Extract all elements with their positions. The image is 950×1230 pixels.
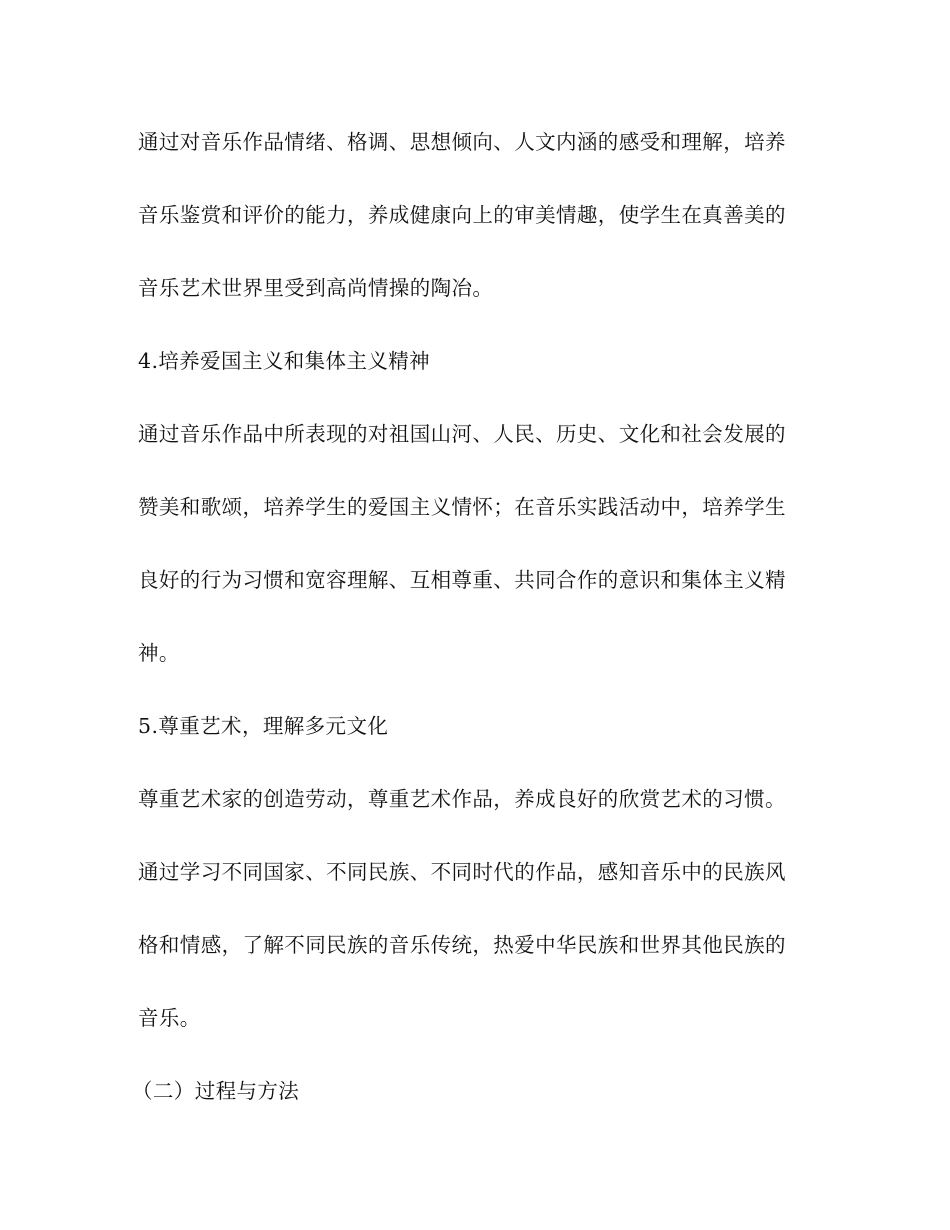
paragraph-line: 通过学习不同国家、不同民族、不同时代的作品，感知音乐中的民族风 (138, 860, 786, 884)
paragraph-line: 神。 (138, 641, 180, 665)
paragraph-line: 尊重艺术家的创造劳动，尊重艺术作品，养成良好的欣赏艺术的习惯。 (138, 787, 786, 811)
section-heading-4: 4.培养爱国主义和集体主义精神 (138, 349, 431, 373)
section-title: （二）过程与方法 (132, 1079, 300, 1103)
paragraph-line: 良好的行为习惯和宽容理解、互相尊重、共同合作的意识和集体主义精 (138, 568, 786, 592)
paragraph-line: 通过音乐作品中所表现的对祖国山河、人民、历史、文化和社会发展的 (138, 422, 786, 446)
paragraph-line: 赞美和歌颂，培养学生的爱国主义情怀；在音乐实践活动中，培养学生 (138, 495, 786, 519)
paragraph-line: 通过对音乐作品情绪、格调、思想倾向、人文内涵的感受和理解，培养 (138, 130, 786, 154)
paragraph-line: 音乐艺术世界里受到高尚情操的陶冶。 (138, 276, 494, 300)
paragraph-line: 音乐鉴赏和评价的能力，养成健康向上的审美情趣，使学生在真善美的 (138, 203, 786, 227)
paragraph-line: 音乐。 (138, 1006, 201, 1030)
section-heading-5: 5.尊重艺术，理解多元文化 (138, 714, 389, 738)
paragraph-line: 格和情感，了解不同民族的音乐传统，热爱中华民族和世界其他民族的 (138, 933, 786, 957)
